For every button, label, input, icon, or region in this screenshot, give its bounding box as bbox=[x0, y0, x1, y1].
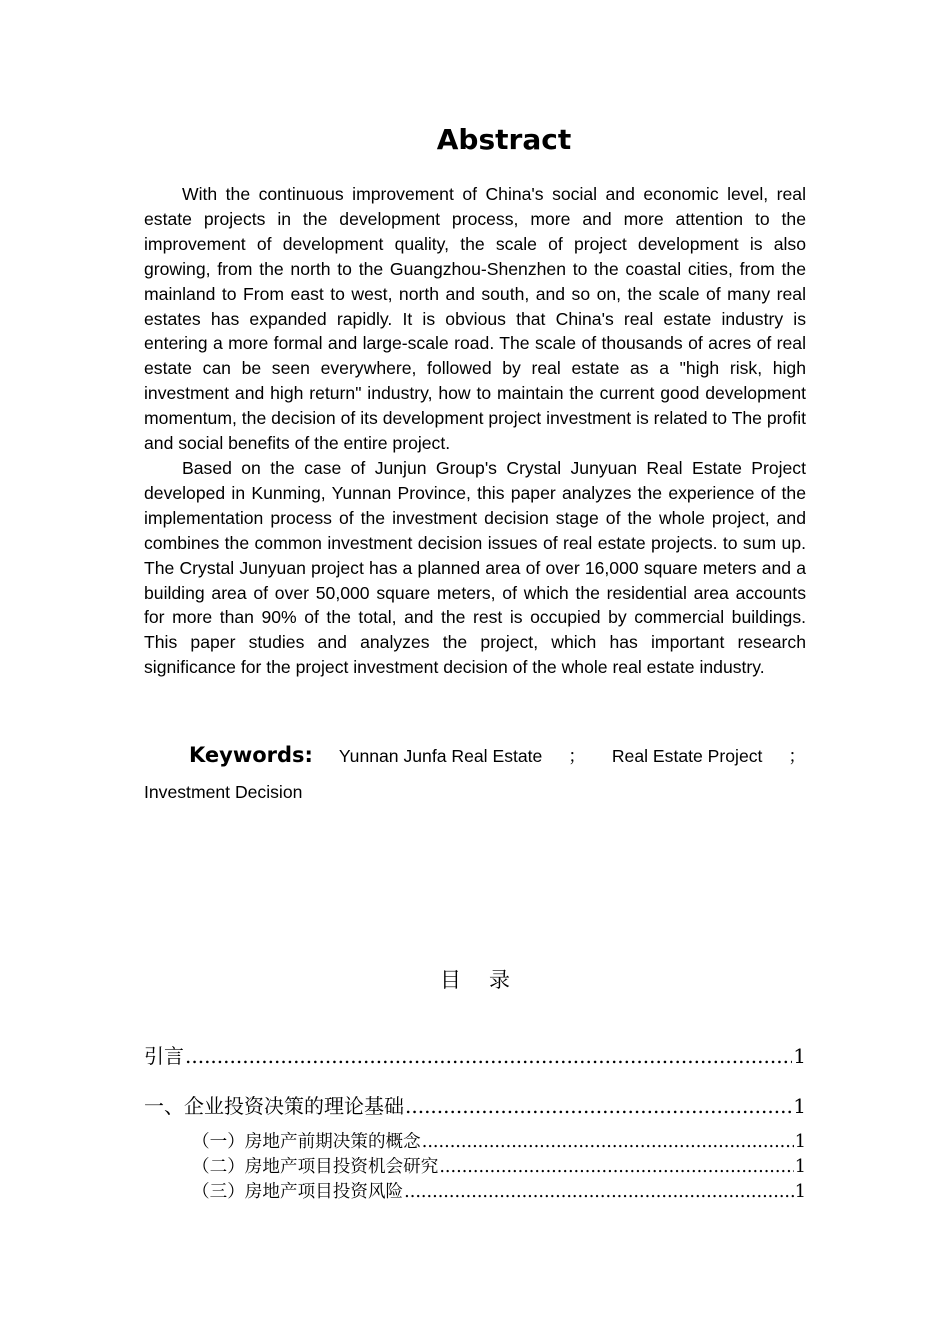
toc-entry-text: （一）房地产前期决策的概念 bbox=[192, 1132, 421, 1152]
toc-entry[interactable] bbox=[144, 1093, 806, 1119]
abstract-paragraph: With the continuous improvement of China's social and economic level, real estate projects in the development process, more and more attention to the improvement of development quality, the scale of project development is also growing, from the north to the Guangzhou-Shenzhen to the coastal cities, from the mainland to From east to west, north and south, and so on, the scale of many real estates has expanded rapidly. It is obvious that China's real estate industry is entering a more formal and large-scale road. The scale of thousands of acres of real estate can be seen everywhere, followed by real estate as a "high risk, high investment and high return" industry, how to maintain the current good development momentum, the decision of its development project investment is related to The profit and social benefits of the entire project. bbox=[144, 184, 806, 454]
toc-title: 目录 bbox=[440, 968, 538, 992]
keyword-item: Investment Decision bbox=[144, 782, 303, 802]
keyword-item: Real Estate Project bbox=[611, 746, 763, 766]
toc-entry-page: 1 bbox=[793, 1044, 806, 1068]
toc-entry[interactable] bbox=[144, 1043, 806, 1069]
abstract-paragraph: Based on the case of Junjun Group's Crystal Junyuan Real Estate Project developed in Kunming, Yunnan Province, this paper analyzes the experience of the implementation process of the investment decision stage of the whole project, and combines the common investment decision issues of real estate projects. to sum up. The Crystal Junyuan project has a planned area of over 16,000 square meters and a building area of over 50,000 square meters, of which the residential area accounts for more than 90% of the total, and the rest is occupied by commercial buildings. This paper studies and analyzes the project, which has important research significance for the project investment decision of the whole real estate industry. bbox=[144, 457, 806, 678]
toc-leader-dots bbox=[404, 1180, 794, 1205]
toc-entry-page: 1 bbox=[794, 1182, 806, 1202]
keyword-separator: ； bbox=[788, 746, 806, 766]
toc-entry-text: （二）房地产项目投资机会研究 bbox=[192, 1157, 439, 1177]
toc-entry-page: 1 bbox=[794, 1157, 806, 1177]
keywords-label: Keywords: bbox=[189, 743, 313, 767]
toc-leader-dots bbox=[422, 1130, 794, 1155]
toc-entry-text: 一、企业投资决策的理论基础 bbox=[144, 1094, 404, 1118]
toc-entry-text: 引言 bbox=[144, 1044, 184, 1068]
toc-entry[interactable] bbox=[192, 1130, 806, 1155]
toc-leader-dots bbox=[439, 1155, 793, 1180]
toc-entry-page: 1 bbox=[794, 1132, 806, 1152]
keywords-block bbox=[144, 740, 806, 807]
toc-entry-text: （三）房地产项目投资风险 bbox=[192, 1182, 404, 1202]
toc-entry[interactable] bbox=[192, 1155, 806, 1180]
abstract-title: Abstract bbox=[436, 123, 572, 156]
abstract-body bbox=[144, 182, 806, 680]
keyword-item: Yunnan Junfa Real Estate bbox=[338, 746, 543, 766]
toc-leader-dots bbox=[405, 1093, 792, 1119]
keyword-separator: ； bbox=[568, 746, 586, 766]
toc-entry[interactable] bbox=[192, 1180, 806, 1205]
toc-leader-dots bbox=[185, 1043, 792, 1069]
toc-entry-page: 1 bbox=[793, 1094, 806, 1118]
